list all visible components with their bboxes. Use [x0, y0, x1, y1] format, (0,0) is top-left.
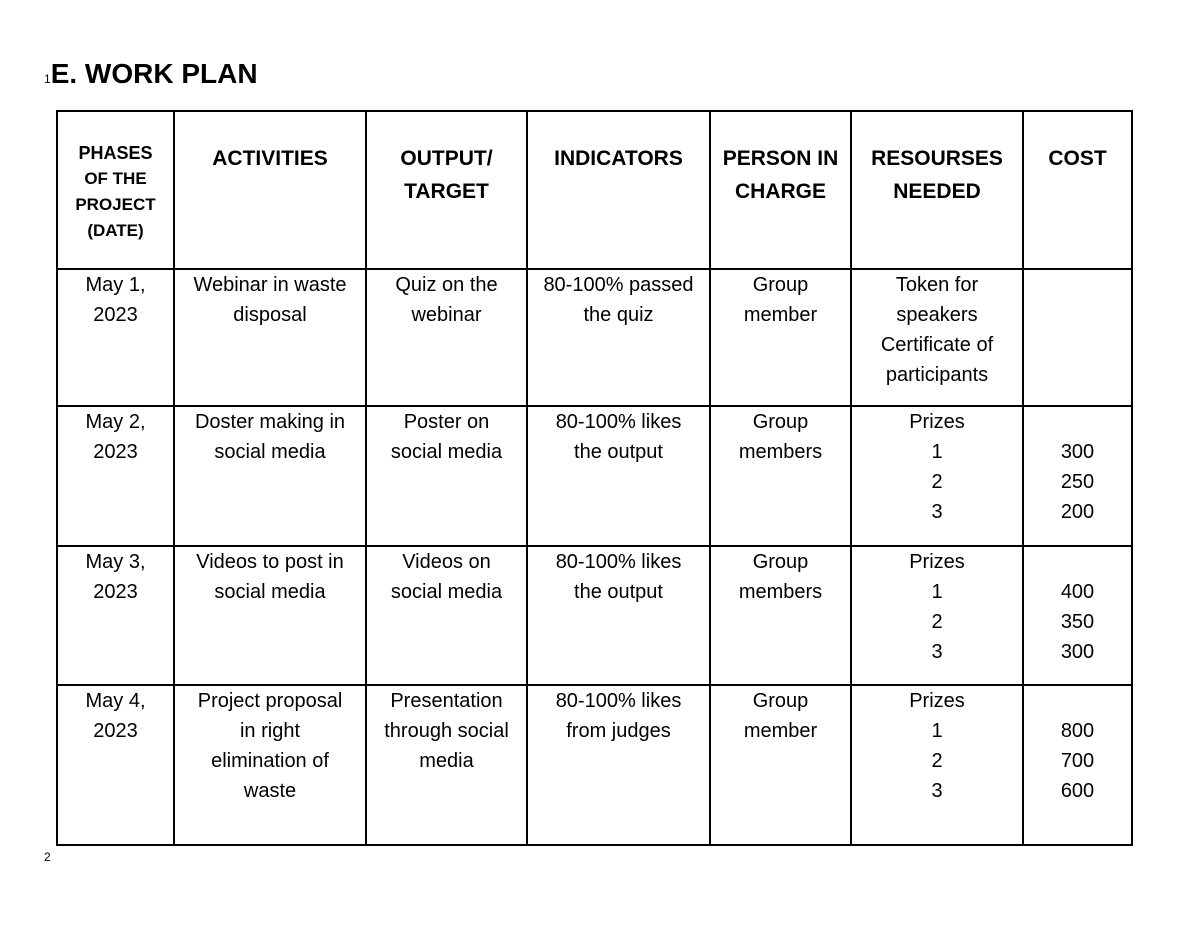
cost-cell [1023, 269, 1132, 406]
output-cell: Videos on social media [366, 546, 527, 685]
table-row [57, 406, 1132, 546]
activity-cell: Project proposal in right elimination of waste [174, 685, 366, 845]
date-cell: May 2, 2023 [57, 406, 174, 546]
person-cell: Group member [710, 269, 851, 406]
work-plan-table [56, 110, 1133, 846]
cost-cell: 300 250 200 [1023, 406, 1132, 546]
table-row [57, 269, 1132, 406]
person-cell: Group member [710, 685, 851, 845]
cost-cell: 800 700 600 [1023, 685, 1132, 845]
footer-number: 2 [44, 850, 51, 864]
output-cell: Quiz on the webinar [366, 269, 527, 406]
activity-cell: Doster making in social media [174, 406, 366, 546]
table-row [57, 546, 1132, 685]
date-cell: May 4, 2023 [57, 685, 174, 845]
cost-cell: 400 350 300 [1023, 546, 1132, 685]
activity-cell: Webinar in waste disposal [174, 269, 366, 406]
indicator-cell: 80-100% likes the output [527, 546, 710, 685]
resources-cell: Prizes 1 2 3 [851, 685, 1023, 845]
header-activities: ACTIVITIES [174, 111, 366, 269]
page-heading [44, 58, 258, 90]
indicator-cell: 80-100% likes the output [527, 406, 710, 546]
indicator-cell: 80-100% passed the quiz [527, 269, 710, 406]
person-cell: Group members [710, 406, 851, 546]
header-resources-needed: RESOURSES NEEDED [851, 111, 1023, 269]
header-output-target: OUTPUT/ TARGET [366, 111, 527, 269]
indicator-cell: 80-100% likes from judges [527, 685, 710, 845]
resources-cell: Prizes 1 2 3 [851, 406, 1023, 546]
activity-cell: Videos to post in social media [174, 546, 366, 685]
output-cell: Presentation through social media [366, 685, 527, 845]
header-person-in-charge: PERSON IN CHARGE [710, 111, 851, 269]
date-cell: May 1, 2023 [57, 269, 174, 406]
footnote-ref: 1 [44, 72, 51, 86]
header-phases: PHASES OF THE PROJECT (DATE) [57, 111, 174, 269]
header-row [57, 111, 1132, 269]
header-indicators: INDICATORS [527, 111, 710, 269]
resources-cell: Token for speakers Certificate of participants [851, 269, 1023, 406]
resources-cell: Prizes 1 2 3 [851, 546, 1023, 685]
table-row [57, 685, 1132, 845]
header-cost: COST [1023, 111, 1132, 269]
date-cell: May 3, 2023 [57, 546, 174, 685]
output-cell: Poster on social media [366, 406, 527, 546]
page-title: E. WORK PLAN [50, 58, 258, 89]
person-cell: Group members [710, 546, 851, 685]
